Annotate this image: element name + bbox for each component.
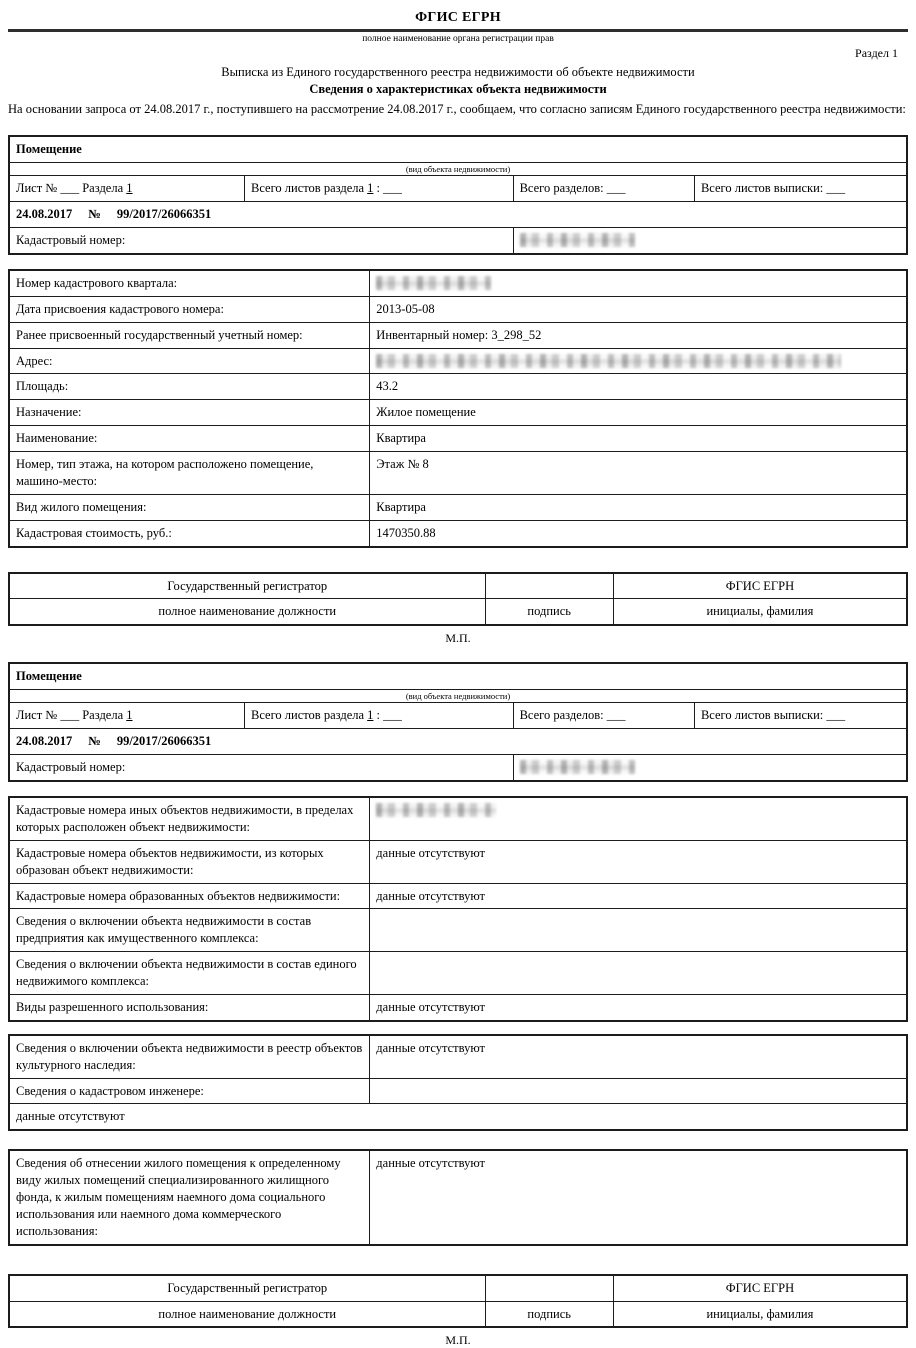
document-page [8, 0, 908, 1348]
row-value: Инвентарный номер: 3_298_52 [370, 322, 907, 348]
org-caption: полное наименование органа регистрации прав [362, 34, 554, 44]
table-row [9, 296, 907, 322]
request-date: 24.08.2017 [16, 734, 73, 749]
row-value: данные отсутствуют [370, 1035, 907, 1078]
total-sections-cell: Всего разделов: ___ [513, 176, 694, 202]
row-label: Наименование: [9, 426, 370, 452]
row-label: Сведения о включении объекта недвижимости в состав предприятия как имущественного комплекса: [9, 909, 370, 952]
characteristics-table [8, 269, 908, 548]
table-row [9, 1150, 907, 1244]
row-label: Кадастровые номера образованных объектов недвижимости: [9, 883, 370, 909]
row-label: Сведения о включении объекта недвижимости в состав единого недвижимого комплекса: [9, 952, 370, 995]
cadastral-number-label: Кадастровый номер: [9, 755, 513, 781]
section-label: Раздел 1 [855, 46, 898, 60]
cadastral-number-label: Кадастровый номер: [9, 228, 513, 254]
full-width-value: данные отсутствуют [9, 1104, 907, 1130]
stamp-mark: М.П. [445, 631, 471, 646]
table-row [9, 374, 907, 400]
row-label: Кадастровые номера объектов недвижимости, из которых образован объект недвижимости: [9, 840, 370, 883]
registrar-table [8, 1274, 908, 1329]
table-row [9, 270, 907, 296]
redacted-value [520, 760, 635, 774]
table-row [9, 322, 907, 348]
heritage-table [8, 1034, 908, 1132]
table-row [9, 348, 907, 374]
position-caption: полное наименование должности [9, 1301, 485, 1327]
total-sheets-cell: Всего листов раздела 1 : ___ [245, 703, 514, 729]
request-date-cell [9, 202, 907, 228]
cadastral-number-value [513, 228, 907, 254]
request-number: 99/2017/26066351 [116, 207, 212, 222]
table-row [9, 228, 907, 254]
table-row [9, 1078, 907, 1104]
row-value [370, 348, 907, 374]
number-sign: № [88, 734, 101, 749]
registrar-table [8, 572, 908, 627]
row-label: Площадь: [9, 374, 370, 400]
row-value: данные отсутствуют [370, 883, 907, 909]
row-value [370, 797, 907, 840]
redacted-value [376, 803, 496, 817]
table-row [9, 573, 907, 599]
row-label: Кадастровая стоимость, руб.: [9, 520, 370, 546]
row-value: данные отсутствуют [370, 994, 907, 1020]
table-row [9, 840, 907, 883]
row-value [370, 1078, 907, 1104]
row-label: Дата присвоения кадастрового номера: [9, 296, 370, 322]
signature-space [485, 1275, 613, 1301]
total-sheets-cell: Всего листов раздела 1 : ___ [245, 176, 514, 202]
row-value: Квартира [370, 494, 907, 520]
table-row [9, 883, 907, 909]
row-label: Вид жилого помещения: [9, 494, 370, 520]
table-row [9, 176, 907, 202]
row-value [370, 270, 907, 296]
object-header-table [8, 662, 908, 782]
table-row [9, 1301, 907, 1327]
row-label: Назначение: [9, 400, 370, 426]
table-row [9, 1275, 907, 1301]
table-row [9, 426, 907, 452]
table-row [9, 690, 907, 703]
row-label: Ранее присвоенный государственный учетный номер: [9, 322, 370, 348]
table-row [9, 755, 907, 781]
position-caption: полное наименование должности [9, 599, 485, 625]
table-row [9, 452, 907, 495]
object-type-caption: (вид объекта недвижимости) [9, 163, 907, 176]
redacted-value [376, 276, 491, 290]
registrar-title: Государственный регистратор [9, 1275, 485, 1301]
table-row [9, 909, 907, 952]
system-name: ФГИС ЕГРН [613, 573, 907, 599]
row-label: Кадастровые номера иных объектов недвижимости, в пределах которых расположен объект недвижимости: [9, 797, 370, 840]
sheet-cell: Лист № ___ Раздела 1 [9, 176, 245, 202]
signature-caption: подпись [485, 1301, 613, 1327]
row-label: Адрес: [9, 348, 370, 374]
row-value [370, 952, 907, 995]
table-row [9, 797, 907, 840]
name-caption: инициалы, фамилия [613, 599, 907, 625]
row-value: 43.2 [370, 374, 907, 400]
row-label: Сведения о включении объекта недвижимости в реестр объектов культурного наследия: [9, 1035, 370, 1078]
row-label: Сведения о кадастровом инженере: [9, 1078, 370, 1104]
request-number: 99/2017/26066351 [116, 734, 212, 749]
row-value: данные отсутствуют [370, 1150, 907, 1244]
row-value [370, 909, 907, 952]
sheet-cell: Лист № ___ Раздела 1 [9, 703, 245, 729]
name-caption: инициалы, фамилия [613, 1301, 907, 1327]
row-value: Квартира [370, 426, 907, 452]
total-extract-sheets-cell: Всего листов выписки: ___ [694, 176, 907, 202]
intro-paragraph: На основании запроса от 24.08.2017 г., поступившего на рассмотрение 24.08.2017 г., сообщаем, что согласно записям Единого государственного реестра недвижимости: [8, 102, 906, 116]
table-row [9, 202, 907, 228]
table-row [9, 400, 907, 426]
total-sections-cell: Всего разделов: ___ [513, 703, 694, 729]
table-row [9, 703, 907, 729]
row-value: 2013-05-08 [370, 296, 907, 322]
signature-space [485, 573, 613, 599]
number-sign: № [88, 207, 101, 222]
request-date-cell [9, 729, 907, 755]
row-value: Жилое помещение [370, 400, 907, 426]
org-title: ФГИС ЕГРН [415, 10, 501, 25]
table-row [9, 136, 907, 162]
object-type: Помещение [9, 663, 907, 689]
table-row [9, 952, 907, 995]
row-label: Виды разрешенного использования: [9, 994, 370, 1020]
redacted-value [520, 233, 635, 247]
request-date: 24.08.2017 [16, 207, 73, 222]
row-value: 1470350.88 [370, 520, 907, 546]
table-row [9, 729, 907, 755]
table-row [9, 663, 907, 689]
table-row [9, 994, 907, 1020]
signature-caption: подпись [485, 599, 613, 625]
row-value: данные отсутствуют [370, 840, 907, 883]
doc-subtitle: Сведения о характеристиках объекта недвижимости [309, 82, 607, 96]
header-rule [8, 29, 908, 32]
row-label: Номер кадастрового квартала: [9, 270, 370, 296]
table-row [9, 520, 907, 546]
table-row [9, 494, 907, 520]
registrar-title: Государственный регистратор [9, 573, 485, 599]
system-name: ФГИС ЕГРН [613, 1275, 907, 1301]
total-extract-sheets-cell: Всего листов выписки: ___ [694, 703, 907, 729]
doc-title: Выписка из Единого государственного реестра недвижимости об объекте недвижимости [221, 65, 695, 79]
row-value: Этаж № 8 [370, 452, 907, 495]
table-row [9, 1035, 907, 1078]
row-label: Номер, тип этажа, на котором расположено помещение, машино-место: [9, 452, 370, 495]
object-type: Помещение [9, 136, 907, 162]
object-header-table [8, 135, 908, 255]
table-row [9, 1104, 907, 1130]
stamp-mark: М.П. [445, 1333, 471, 1348]
redacted-value [376, 354, 841, 368]
table-row [9, 163, 907, 176]
special-fund-table [8, 1149, 908, 1245]
object-type-caption: (вид объекта недвижимости) [9, 690, 907, 703]
table-row [9, 599, 907, 625]
cadastral-number-value [513, 755, 907, 781]
row-label: Сведения об отнесении жилого помещения к определенному виду жилых помещений специализированного жилищного фонда, к жилым помещениям наемного дома социального использования или наемного дома коммерческого использования: [9, 1150, 370, 1244]
related-objects-table [8, 796, 908, 1022]
